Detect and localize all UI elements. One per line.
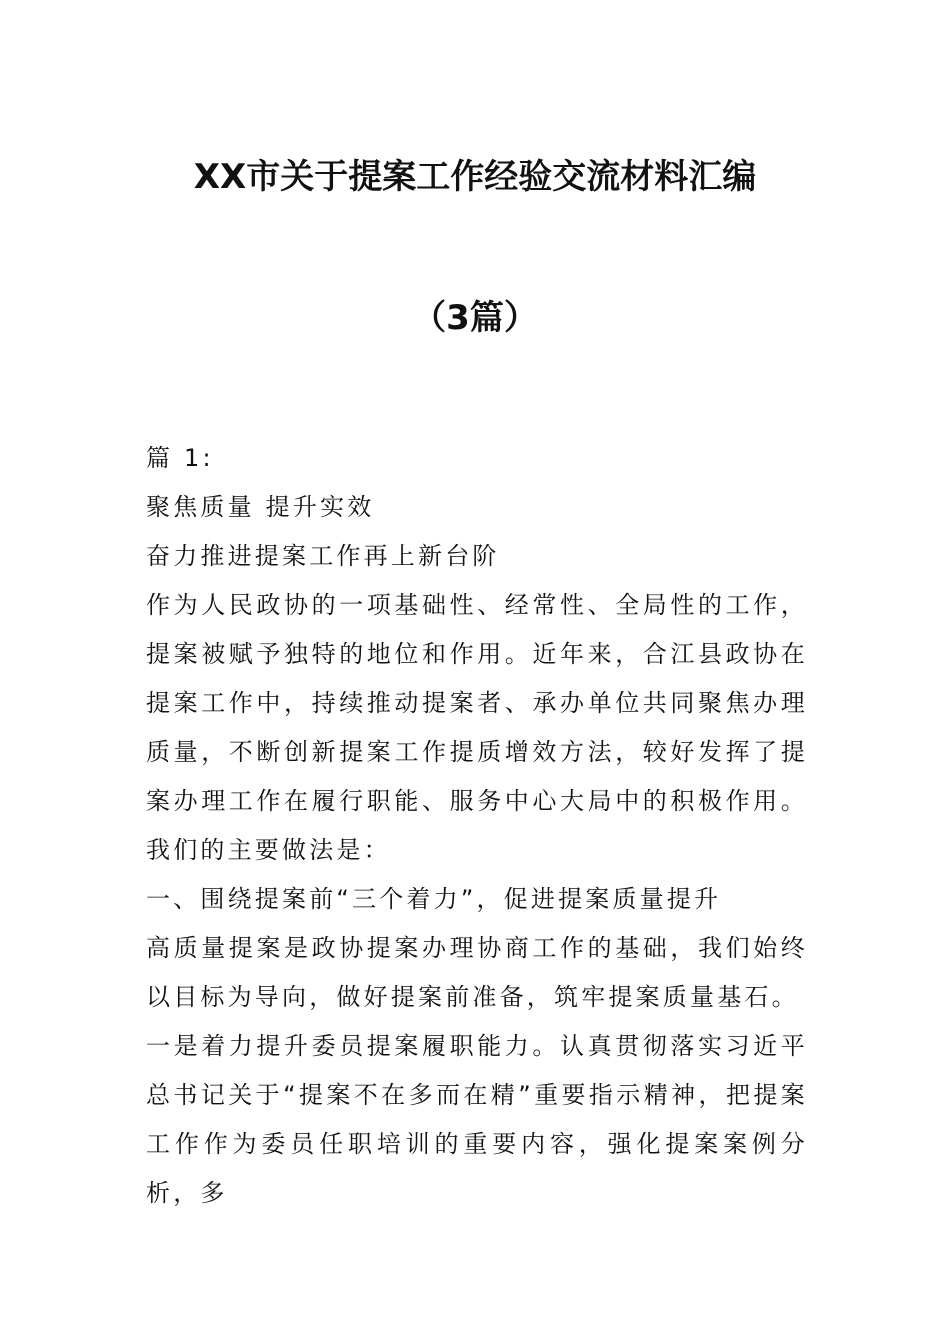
intro-paragraph: 作为人民政协的一项基础性、经常性、全局性的工作，提案被赋予独特的地位和作用。近年来，合江县政协在提案工作中，持续推动提案者、承办单位共同聚焦办理质量，不断创新提案工作提质增效方法，较好发挥了提案办理工作在履行职能、服务中心大局中的积极作用。我们的主要做法是：	[146, 591, 808, 864]
article-heading-2: 奋力推进提案工作再上新台阶	[146, 542, 500, 570]
point-1-paragraph: 一是着力提升委员提案履职能力。认真贯彻落实习近平总书记关于“提案不在多而在精”重要指示精神，把提案工作作为委员任职培训的重要内容，强化提案案例分析，多	[146, 1032, 808, 1207]
article-heading-1: 聚焦质量 提升实效	[146, 493, 375, 521]
document-subtitle: （3篇）	[412, 298, 538, 338]
section-1-paragraph: 高质量提案是政协提案办理协商工作的基础，我们始终以目标为导向，做好提案前准备，筑牢提案质量基石。	[146, 934, 808, 1011]
section-heading-1: 一、围绕提案前“三个着力”，促进提案质量提升	[146, 885, 722, 913]
chapter-label: 篇 1:	[146, 444, 214, 472]
document-title: XX市关于提案工作经验交流材料汇编	[193, 157, 757, 197]
document-body	[146, 434, 808, 1218]
